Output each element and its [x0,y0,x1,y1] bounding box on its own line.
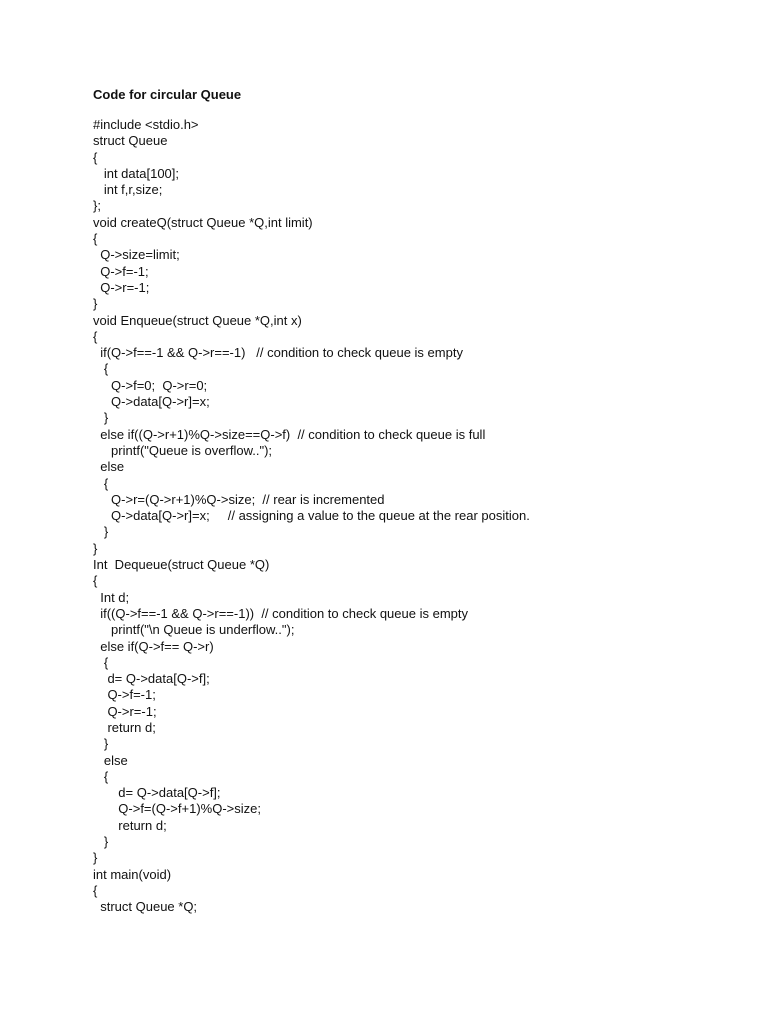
code-line: printf("\n Queue is underflow.."); [93,622,295,638]
code-line: { [93,475,109,491]
code-line: } [93,736,109,752]
code-block [93,117,753,916]
code-line: } [93,834,109,850]
code-line: Q->f=-1; [93,263,149,279]
code-line: else [93,459,125,475]
code-line: Q->r=(Q->r+1)%Q->size; // rear is incremented [93,491,385,507]
code-line: Q->r=-1; [93,703,157,719]
code-line: { [93,328,98,344]
code-line: struct Queue [93,133,168,149]
code-line: #include <stdio.h> [93,117,199,132]
code-line: void Enqueue(struct Queue *Q,int x) [93,312,302,328]
code-line: if(Q->f==-1 && Q->r==-1) // condition to check queue is empty [93,345,463,361]
code-line: { [93,149,98,165]
code-line: int data[100]; [93,165,180,181]
code-line: Q->data[Q->r]=x; [93,394,210,410]
code-line: Q->f=(Q->f+1)%Q->size; [93,801,261,817]
code-line: } [93,540,98,556]
code-line: Q->r=-1; [93,279,150,295]
code-line: return d; [93,817,167,833]
code-line: if((Q->f==-1 && Q->r==-1)) // condition to check queue is empty [93,605,468,621]
code-line: else if(Q->f== Q->r) [93,638,214,654]
code-line: else [93,752,128,768]
code-line: void createQ(struct Queue *Q,int limit) [93,214,313,230]
code-line: return d; [93,719,156,735]
code-line: printf("Queue is overflow.."); [93,442,273,458]
code-line: } [93,524,109,540]
code-line: { [93,573,98,589]
code-line: d= Q->data[Q->f]; [93,785,221,801]
code-line: else if((Q->r+1)%Q->size==Q->f) // condition to check queue is full [93,426,486,442]
code-line: } [93,296,98,312]
code-line: { [93,654,109,670]
code-line: int f,r,size; [93,182,163,198]
code-line: { [93,882,98,898]
code-line: }; [93,198,101,214]
code-line: Q->data[Q->r]=x; // assigning a value to the queue at the rear position. [93,508,530,524]
code-line: struct Queue *Q; [93,899,198,915]
code-line: d= Q->data[Q->f]; [93,671,210,687]
code-line: { [93,231,98,247]
code-line: { [93,361,109,377]
code-line: { [93,768,109,784]
code-line: int main(void) [93,866,172,882]
code-line: Q->size=limit; [93,247,180,263]
code-line: Int d; [93,589,130,605]
code-line: } [93,850,98,866]
document-title: Code for circular Queue [93,87,242,102]
code-line: Q->f=0; Q->r=0; [93,377,208,393]
code-line: Q->f=-1; [93,687,156,703]
code-line: Int Dequeue(struct Queue *Q) [93,557,270,573]
code-line: } [93,410,109,426]
